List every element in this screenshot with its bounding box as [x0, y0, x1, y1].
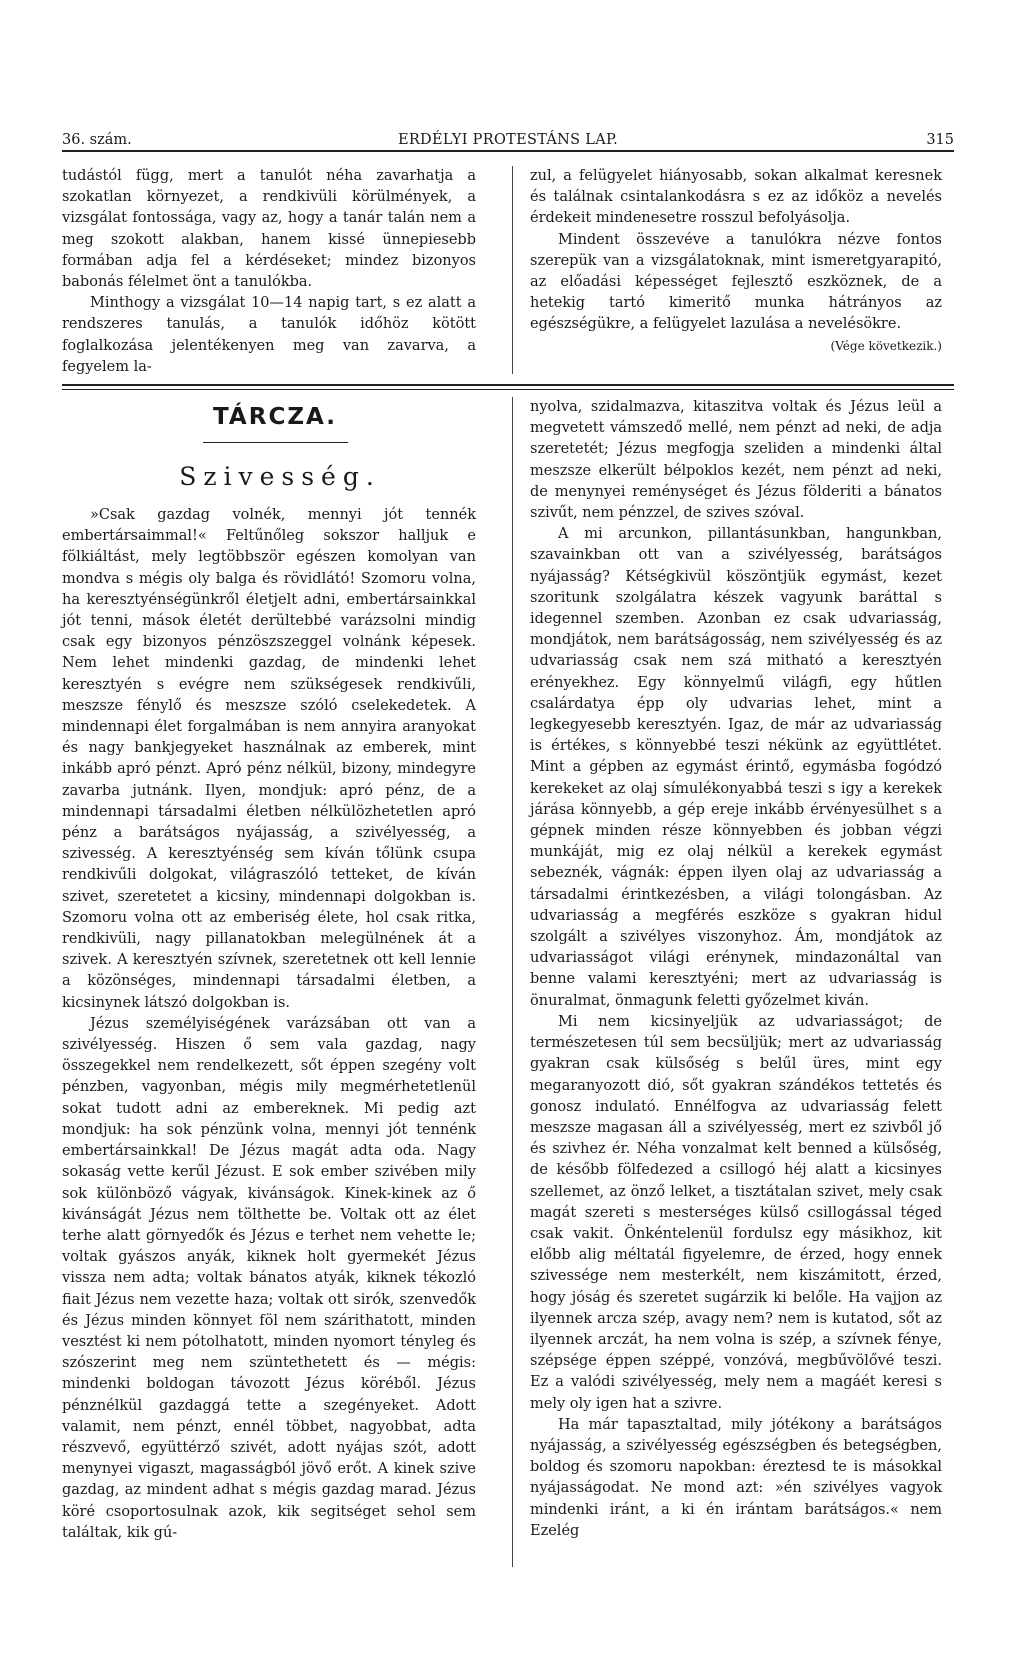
paragraph: Jézus személyiségének varázsában ott van a szivélyesség. Hiszen ő sem vala gazdag, nagy összegekkel nem rendelkezett, sőt éppen szegény volt pénzben, vagyonban, mégis mily megmérhetetlenül sokat tudott adni az embereknek. Mi pedig azt mondjuk: ha sok pénzünk volna, mennyi jót tennénk embertársainkkal! De Jézus magát adta oda. Nagy sokaság vette kerűl Jézust. E sok ember szivében mily sok különböző vágyak, kivánságok. Kinek-kinek az ő kivánságát Jézus nem tölthette be. Voltak ott az élet terhe alatt görnyedők és Jézus e terhet nem vehette le; voltak gyászos anyák, kiknek holt gyermekét Jézus vissza nem adta; voltak bánatos atyák, kiknek tékozló fiait Jézus nem vezette haza; voltak ott sirók, szenvedők és Jézus minden könnyet föl nem szárithatott, minden vesztést ki nem pótolhatott, minden nyomort tényleg és szószerint meg nem szüntethetett és — mégis: mindenki boldogan távozott Jézus köréből. Jézus pénznélkül gazdaggá tette a szegényeket. Adott valamit, nem pénzt, ennél többet, nagyobbat, adta részvevő, együttérző szivét, adott nyájas szót, adott menynyei vigaszt, magasságból jövő erőt. A kinek szive gazdag, az mindent adhat s mégis gazdag marad. Jézus köré csoportosulnak azok, kik segitséget sehol sem találtak, kik gú- — [62, 1015, 476, 1541]
paragraph: tudástól függ, mert a tanulót néha zavarhatja a szokatlan környezet, a rendkivüli körülmények, a vizsgálat fontossága, vagy az, hogy a tanár talán nem a meg szokott alakban, hanem kissé ünnepiesebb formában adja fel a kérdéseket; mindez bizonyos babonás félelmet önt a tanulókba. — [62, 168, 476, 291]
publication-title: ERDÉLYI PROTESTÁNS LAP. — [397, 132, 619, 148]
heading-rule — [203, 442, 348, 443]
page-number: 315 — [926, 132, 954, 148]
feuilleton-heading: TÁRCZA. — [213, 404, 337, 430]
paragraph: A mi arcunkon, pillantásunkban, hangunkban, szavainkban ott van a szivélyesség, barátságos nyájasság? Kétségkivül köszöntjük egymást, kezet szoritunk szolgálatra készek vagyunk baráttal s idegennel szemben. Azonban ez csak udvariasság, mondjátok, nem barátságosság, nem szivélyesség és az udvariasság csak nem szá mitható a keresztyén erényekhez. Egy könnyelmű világfi, egy hűtlen csalárdatya épp oly udvarias lehet, mint a legkegyesebb keresztyén. Igaz, de már az udvariasság is értékes, s könnyebbé teszi nékünk az együttlétet. Mint a gépben az egymást érintő, egymásba fogódzó kerekeket az olaj símulékonyabbá teszi s igy a kerekek járása könnyebb, a gép ereje inkább érvényesülhet s a gépnek minden része könnyebben és jobban végzi munkáját, mig ez olaj nélkül a kerekek egymást sebeznék, vágnák: éppen ilyen olaj az udvariasság a társadalmi érintkezésben, a világi tolongásban. Az udvariasság a megférés eszköze s gyakran hidul szolgált a szivélyes viszonyhoz. Ám, mondjátok az udvariasságot világi erénynek, mindazonáltal van benne valami keresztyéni; mert az udvariasság is önuralmat, önmagunk feletti győzelmet kiván. — [530, 526, 942, 1009]
paragraph: »Csak gazdag volnék, mennyi jót tennék embertársaimmal!« Feltűnőleg sokszor halljuk e fölkiáltást, mely legtöbbször egészen komolyan van mondva s mégis oly balga és rövidlátó! Szomoru volna, ha keresztyénségünkről életjelt adni, embertársainkkal jót tenni, mások életét derültebbé varázsolni mindig csak egy bizonyos pénzöszszeggel volnánk képesek. Nem lehet mindenki gazdag, de mindenki lehet keresztyén s evégre nem szükségesek rendkivűli, meszsze fénylő és meszsze szóló cselekedetek. A mindennapi élet forgalmában is nem annyira aranyokat és nagy bankjegyeket használnak az emberek, mint inkább apró pénzt. Apró pénz nélkül, bizony, mindegyre zavarba jutnánk. Ilyen, mondjuk: apró pénz, de a mindennapi társadalmi életben nélkülözhetetlen apró pénz a barátságos nyájasság, a szivélyesség, a szivesség. A keresztyénség sem kíván tőlünk csupa rendkivűli dolgokat, világraszóló tetteket, de kíván szivet, szeretetet a kicsiny, mindennapi dolgokban is. Szomoru volna ott az emberiség élete, hol csak ritka, rendkivüli, nagy pillanatokban melegülnének át a szivek. A keresztyén szívnek, szeretetnek ott kell lennie a közönséges, mindennapi társadalmi életben, a kicsinynek látszó dolgokban is. — [62, 507, 476, 1011]
issue-number: 36. szám. — [62, 132, 132, 148]
header-rule — [62, 150, 954, 152]
paragraph: zul, a felügyelet hiányosabb, sokan alkalmat keresnek és találnak csintalankodásra s ez az időköz a nevelés érdekeit mindenesetre rosszul befolyásolja. — [530, 168, 942, 227]
paragraph: Minthogy a vizsgálat 10—14 napig tart, s ez alatt a rendszeres tanulás, a tanulók időhöz kötött foglalkozása jelentékenyen meg van zavarva, a fegyelem la- — [62, 295, 476, 375]
continuation-note: (Vége következik.) — [830, 338, 942, 353]
column-divider — [512, 166, 513, 374]
paragraph: Mi nem kicsinyeljük az udvariasságot; de természetesen túl sem becsüljük; mert az udvariasság gyakran csak külsőség s belűl üres, mint egy megaranyozott dió, sőt gyakran szándékos tettetés és gonosz indulató. Ennélfogva az udvariasság felett meszsze magasan áll a szivélyesség, mert ez szivből jő és szivhez ér. Néha vonzalmat kelt benned a külsőség, de később fölfedezed a csillogó héj alatt a kicsinyes szellemet, az önző lelket, a tisztátalan szivet, mely csak magát szereti s mesterséges külső csillogással téged csak vakit. Önkéntelenül fordulsz egy másikhoz, kit előbb alig méltatál figyelemre, de érzed, hogy ennek szivessége nem mesterkélt, nem kiszámitott, érzed, hogy jóság és szeretet sugárzik ki belőle. Ha vajjon az ilyennek arcza szép, avagy nem? nem is kutatod, sőt az ilyennek arczát, ha nem volna is szép, a szívnek fénye, szépsége éppen széppé, vonzóvá, megbűvölővé teszi. Ez a valódi szivélyesség, mely nem a magáét keresi s mely oly igen hat a szivre. — [530, 1013, 942, 1412]
section-rule — [62, 389, 954, 390]
paragraph: Mindent összevéve a tanulókra nézve fontos szerepük van a vizsgálatoknak, mint ismeretgyarapitó, az előadási képességet fejlesztő eszköznek, de a hetekig tartó kimeritő munka hátrányos az egészségükre, a felügyelet lazulása a nevelésökre. — [530, 231, 942, 333]
paragraph: nyolva, szidalmazva, kitaszitva voltak és Jézus leül a megvetett vámszedő mellé, nem pénzt ad neki, de adja szeretetét; Jézus megfogja szeliden a mindenki által meszsze elkerült bélpoklos kezét, nem pénzt ad neki, de menynyei reménységet és Jézus földeriti a bánatos szivűt, nem pénzzel, de szives szóval. — [530, 399, 942, 522]
top-right-column — [530, 166, 942, 357]
section-rule — [62, 384, 954, 386]
bottom-right-column — [530, 397, 942, 1542]
page-header — [62, 131, 954, 149]
article-title: Szivesség. — [179, 462, 381, 491]
bottom-left-column — [62, 505, 476, 1544]
top-left-column — [62, 166, 476, 378]
paragraph: Ha már tapasztaltad, mily jótékony a barátságos nyájasság, a szivélyesség egészségben és betegségben, boldog és szomoru napokban: éreztesd te is másokkal nyájasságodat. Ne mond azt: »én szivélyes vagyok mindenki iránt, a ki én irántam barátságos.« nem Ezelég — [530, 1416, 942, 1539]
column-divider — [512, 397, 513, 1567]
